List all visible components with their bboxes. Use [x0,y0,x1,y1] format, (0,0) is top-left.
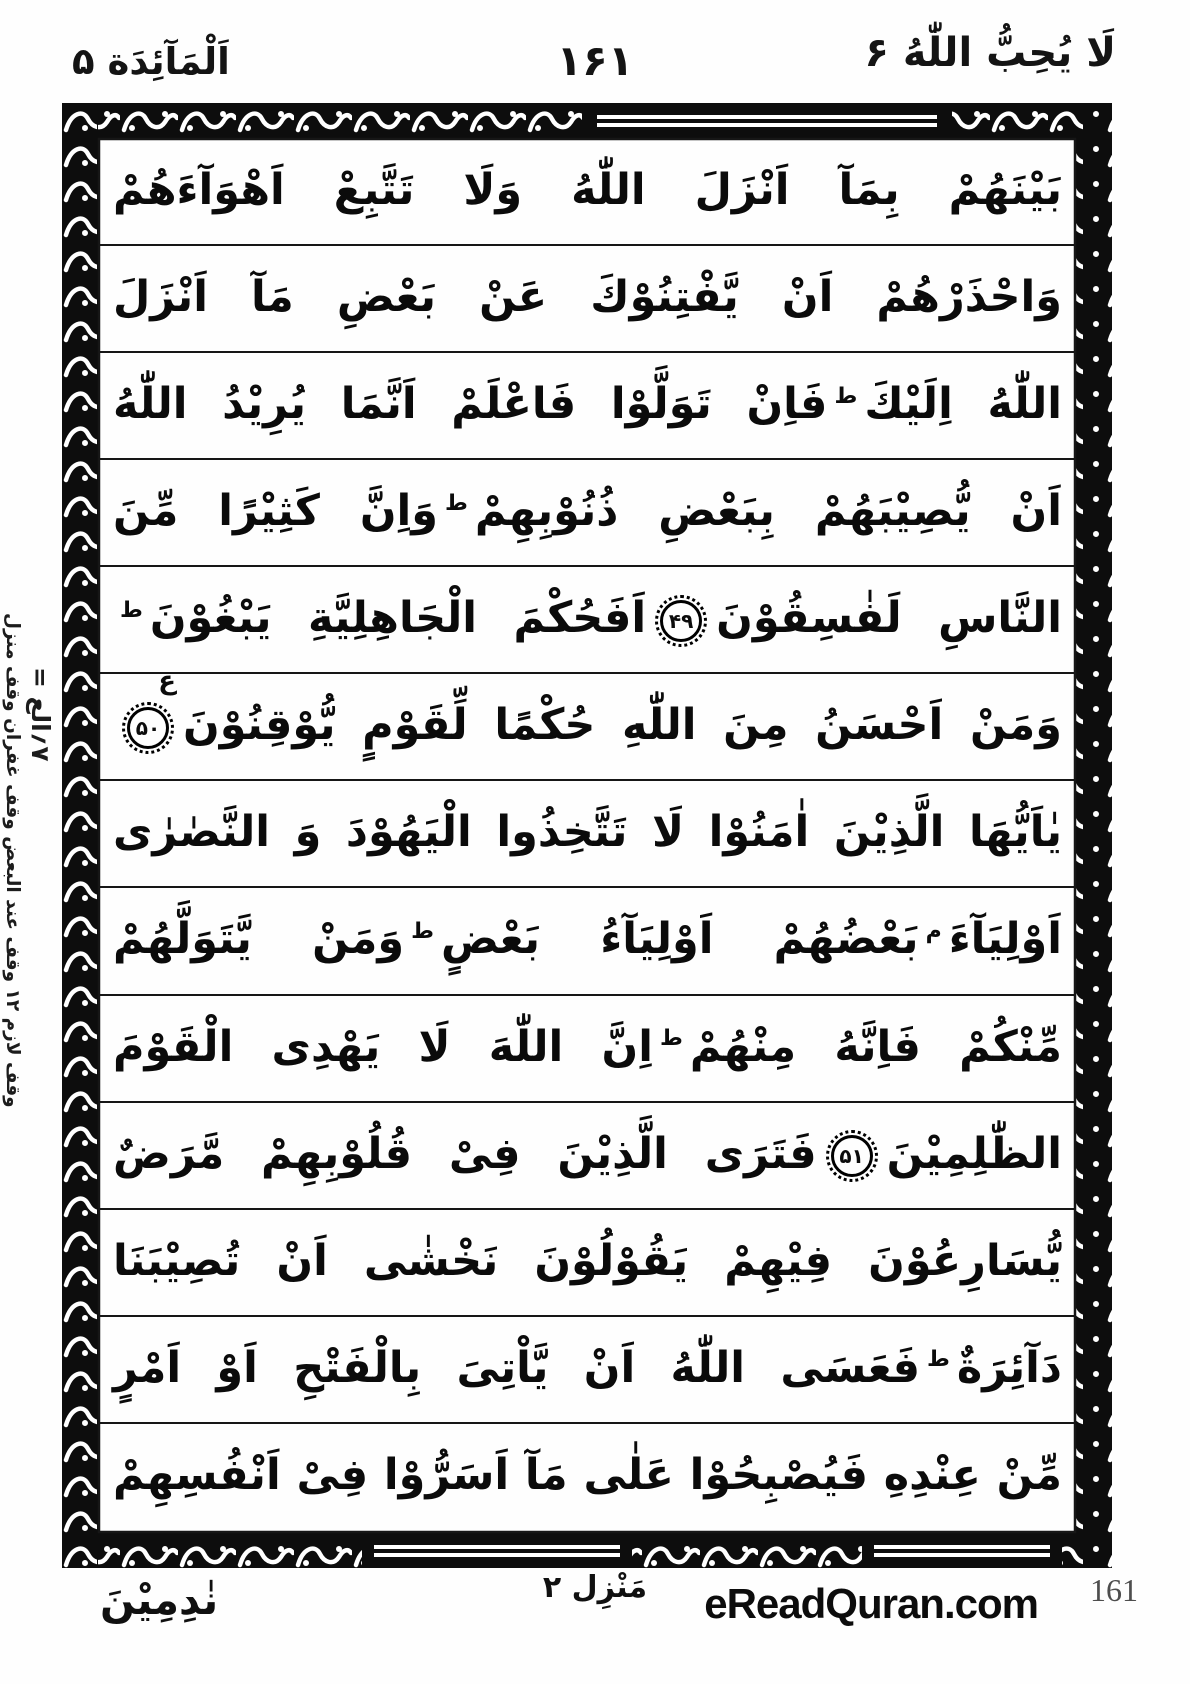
quran-line-11 [99,1210,1076,1317]
surah-title: اَلْمَآئِدَة ۵ [72,40,230,83]
quran-line-3 [99,353,1076,460]
waqf-stop-mark: ط [927,1347,950,1373]
ayah-text: اللّٰهُ اِلَيْكَ [864,379,1062,430]
ayah-text: يٰاَيُّهَا الَّذِيْنَ اٰمَنُوْا لَا تَتَّخِذُوا الْيَهُوْدَ وَ النَّصٰرٰى [113,807,1062,858]
quran-line-12 [99,1317,1076,1424]
juz-title: لَا يُحِبُّ اللّٰهُ ۶ [864,30,1116,76]
ayah-text: اَفَحُكْمَ الْجَاهِلِيَّةِ يَبْغُوْنَ [149,593,647,644]
quran-line-4 [99,460,1076,567]
ayah-end-medallion [127,674,176,749]
ayah-text: بَعْضُهُمْ اَوْلِيَآءُ بَعْضٍ [440,914,919,965]
ayah-number: ۵۱ [839,1144,864,1169]
frame-left-band [62,103,98,1568]
quran-line-5 [99,567,1076,674]
waqf-stop-mark: م [925,919,942,945]
ayah-text: دَآئِرَةٌ [956,1342,1062,1393]
page-number-latin: 161 [1090,1572,1138,1608]
quran-line-10 [99,1103,1076,1210]
ayah-end-medallion [660,600,702,642]
ayah-text: مِّنْكُمْ فَاِنَّهُ مِنْهُمْ [689,1021,1062,1072]
quran-line-6 [99,674,1076,781]
ayah-number: ۴۹ [668,608,694,633]
ayah-text: النَّاسِ لَفٰسِقُوْنَ [716,593,1062,644]
ayah-text: اَنْ يُّصِيْبَهُمْ بِبَعْضِ ذُنُوْبِهِمْ [474,486,1062,537]
ayah-text: اِنَّ اللّٰهَ لَا يَهْدِى الْقَوْمَ [113,1021,653,1072]
waqf-stop-mark: ط [659,1026,683,1052]
quran-line-9 [99,996,1076,1103]
quran-line-8 [99,888,1076,995]
ayah-text: وَمَنْ يَّتَوَلَّهُمْ [113,914,405,965]
ayah-text: فَتَرَى الَّذِيْنَ فِىْ قُلُوْبِهِمْ مَّرَضٌ [113,1128,817,1179]
ayah-text: اَوْلِيَآءَ [948,914,1062,965]
ayah-text: وَاحْذَرْهُمْ اَنْ يَّفْتِنُوْكَ عَنْ بَعْضِ مَآ اَنْزَلَ [113,272,1062,323]
ayah-end-medallion [831,1135,873,1177]
ruku-ain-mark: ع [158,674,176,696]
ayah-text: الظّٰلِمِيْنَ [886,1128,1062,1179]
ayah-text: مِّنْ عِنْدِهِ فَيُصْبِحُوْا عَلٰى مَآ اَسَرُّوْا فِىْ اَنْفُسِهِمْ [113,1449,1062,1500]
waqf-stop-mark: ط [445,490,468,516]
catchword-next-page: نٰدِمِيْنَ [100,1576,219,1624]
brand-watermark: eReadQuran.com [704,1580,1038,1627]
ayah-number: ۵۰ [135,715,161,740]
quran-line-7 [99,781,1076,888]
page-number-arabic: ۱۶۱ [556,36,634,85]
ayah-text: فَاِنْ تَوَلَّوْا فَاعْلَمْ اَنَّمَا يُرِيْدُ اللّٰهُ [113,379,828,430]
ayah-text: وَمَنْ اَحْسَنُ مِنَ اللّٰهِ حُكْمًا لِّقَوْمٍ يُّوْقِنُوْنَ [183,700,1062,751]
ayah-text: بَيْنَهُمْ بِمَآ اَنْزَلَ اللّٰهُ وَلَا تَتَّبِعْ اَهْوَآءَهُمْ [113,165,1062,215]
ayah-text: يُّسَارِعُوْنَ فِيْهِمْ يَقُوْلُوْنَ نَخْشٰى اَنْ تُصِيْبَنَا [113,1235,1062,1286]
ayah-text: فَعَسَى اللّٰهُ اَنْ يَّاْتِىَ بِالْفَتْحِ اَوْ اَمْرٍ [113,1342,921,1393]
margin-ruku-marker: ۷؍الع = [26,667,55,762]
manzil-label: مَنْزِل ۲ [542,1570,648,1605]
quran-line-1 [99,139,1076,246]
waqf-stop-mark: ط [411,919,434,945]
quran-line-13 [99,1424,1076,1531]
waqf-stop-mark: ط [120,597,143,623]
frame-right-band [1076,103,1112,1568]
margin-stop-note: وقف لازم ۱۲ وقف عند البعض وقف غفران وقف منزل [2,613,23,1108]
ayah-text: وَاِنَّ كَثِيْرًا مِّنَ [113,486,439,537]
quran-text-block [99,139,1076,1531]
waqf-stop-mark: ط [834,383,858,409]
quran-line-2 [99,246,1076,353]
